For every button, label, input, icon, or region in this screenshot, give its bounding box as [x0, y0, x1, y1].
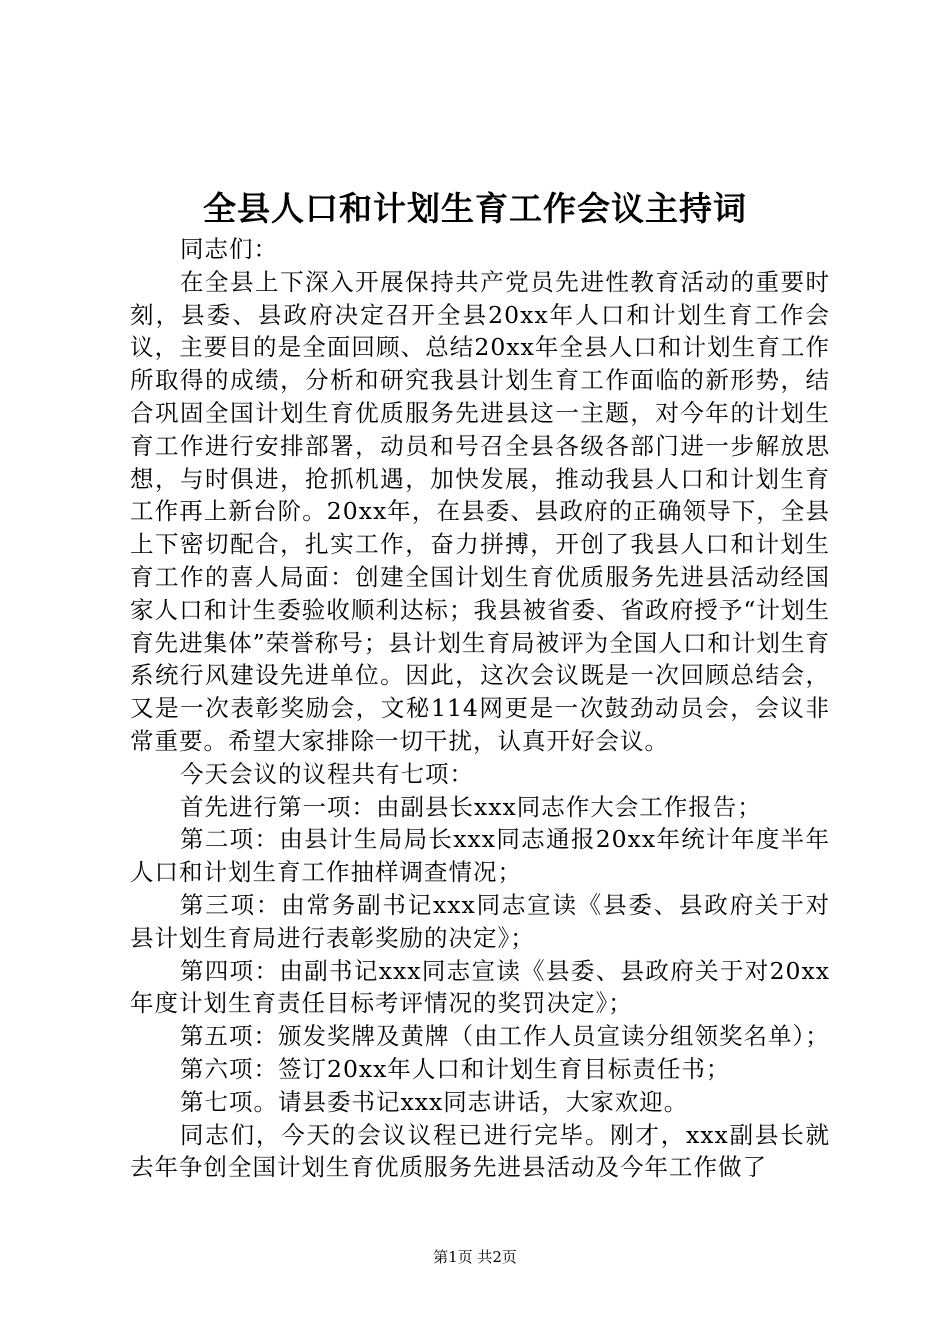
paragraph-agenda-item-1: 首先进行第一项：由副县长xxx同志作大会工作报告； [180, 792, 762, 821]
paragraph-agenda-item-5: 第五项：颁发奖牌及黄牌（由工作人员宣读分组领奖名单）； [180, 1022, 830, 1051]
document-title: 全县人口和计划生育工作会议主持词 [203, 189, 747, 228]
page-number-footer: 第1页 共2页 [433, 1248, 517, 1266]
paragraph-agenda-item-4: 第四项：由副书记xxx同志宣读《县委、县政府关于对20xx年度计划生育责任目标考评情况的奖罚决定》； [130, 956, 830, 1018]
paragraph-agenda-intro: 今天会议的议程共有七项： [180, 759, 474, 788]
paragraph-closing: 同志们，今天的会议议程已进行完毕。刚才，xxx副县长就去年争创全国计划生育优质服务先进县活动及今年工作做了 [130, 1120, 830, 1182]
paragraph-agenda-item-3: 第三项：由常务副书记xxx同志宣读《县委、县政府关于对县计划生育局进行表彰奖励的决定》； [130, 890, 830, 952]
document-body [130, 233, 830, 1184]
paragraph-opening: 在全县上下深入开展保持共产党员先进性教育活动的重要时刻，县委、县政府决定召开全县20xx年人口和计划生育工作会议，主要目的是全面回顾、总结20xx年全县人口和计划生育工作所取得的成绩，分析和研究我县计划生育工作面临的新形势，结合巩固全国计划生育优质服务先进县这一主题，对今年的计划生育工作进行安排部署，动员和号召全县各级各部门进一步解放思想，与时俱进，抢抓机遇，加快发展，推动我县人口和计划生育工作再上新台阶。20xx年，在县委、县政府的正确领导下，全县上下密切配合，扎实工作，奋力拼搏，开创了我县人口和计划生育工作的喜人局面：创建全国计划生育优质服务先进县活动经国家人口和计生委验收顺利达标；我县被省委、省政府授予“计划生育先进集体”荣誉称号；县计划生育局被评为全国人口和计划生育系统行风建设先进单位。因此，这次会议既是一次回顾总结会，又是一次表彰奖励会，文秘114网更是一次鼓劲动员会，会议非常重要。希望大家排除一切干扰，认真开好会议。 [130, 267, 830, 755]
paragraph-salutation: 同志们： [180, 235, 278, 263]
paragraph-agenda-item-2: 第二项：由县计生局局长xxx同志通报20xx年统计年度半年人口和计划生育工作抽样调查情况； [130, 825, 830, 887]
paragraph-agenda-item-7: 第七项。请县委书记xxx同志讲话，大家欢迎。 [180, 1087, 689, 1116]
paragraph-agenda-item-6: 第六项：签订20xx年人口和计划生育目标责任书； [180, 1054, 731, 1083]
